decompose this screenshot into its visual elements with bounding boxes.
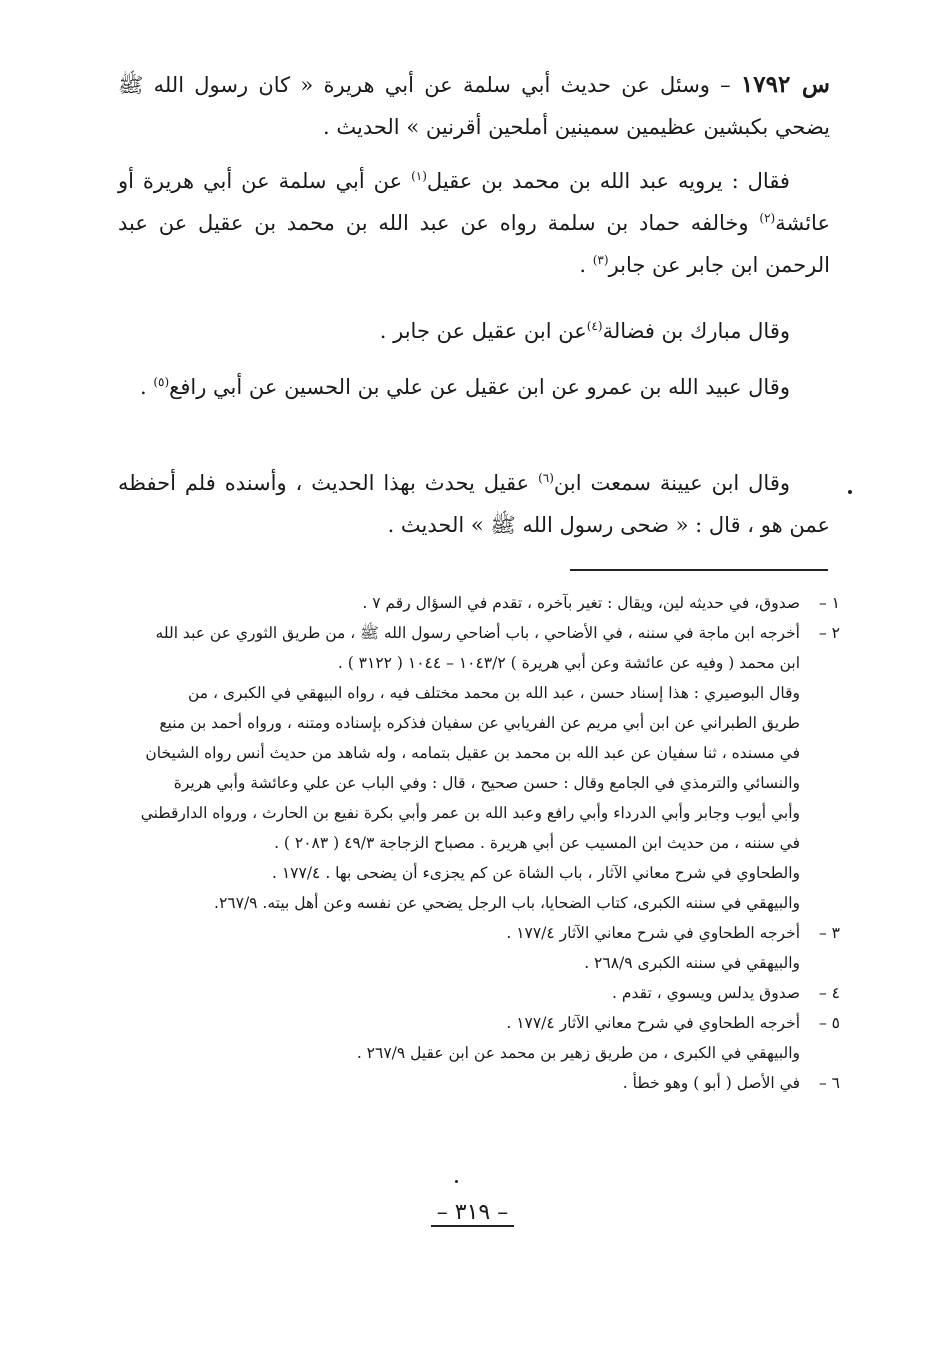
answer-text: . [139, 375, 154, 399]
footnote-ref: (٤) [586, 319, 603, 333]
footnote-line: والبيهقي في الكبرى ، من طريق زهير بن محمد عن ابن عقيل ٢٦٧/٩ . [356, 1044, 800, 1062]
footnote-2 [128, 618, 840, 918]
page-number-text: – ٣١٩ – [431, 1200, 514, 1227]
answer-text: وخالفه حماد بن سلمة رواه عن عبد الله بن محمد بن عقيل عن عبد الرحمن ابن جابر عن جابر [118, 211, 830, 277]
footnote-line: وقال البوصيري : هذا إسناد حسن ، عبد الله بن محمد مختلف فيه ، رواه البيهقي في الكبرى ، من [187, 684, 800, 702]
answer-text: وقال ابن عيينة سمعت ابن [553, 471, 790, 495]
footnote-line: صدوق، في حديثه لين، ويقال : تغير بآخره ، تقدم في السؤال رقم ٧ . [362, 594, 800, 612]
page-number [0, 1200, 945, 1225]
footnote-number: ٢ – [818, 624, 840, 642]
answer-text: عن ابن عقيل عن جابر . [379, 319, 587, 343]
footnote-line: في سننه ، من حديث ابن المسيب عن أبي هريرة . مصباح الزجاجة ٤٩/٣ ( ٢٠٨٣ ) . [274, 834, 800, 852]
footnote-line: وأبي أيوب وجابر وأبي الدرداء وأبي رافع وعبد الله بن عمر وأبي بكرة نفيع بن الحارث ، ورواه الدارقطني [140, 804, 800, 822]
footnote-3 [128, 918, 840, 978]
answer-paragraph-3 [118, 366, 830, 408]
footnote-4 [128, 978, 840, 1008]
footnote-line: والبيهقي في سننه الكبرى، كتاب الضحايا، باب الرجل يضحي عن نفسه وعن أهل بيته. ٢٦٧/٩. [214, 894, 800, 912]
answer-text: عقيل يحدث بهذا الحديث ، وأسنده فلم أحفظه عمن هو ، قال : « ضحى رسول الله ﷺ » الحديث . [118, 471, 830, 537]
margin-dot [848, 490, 852, 494]
footnote-text [128, 618, 800, 918]
answer-paragraph-2 [118, 310, 830, 352]
footnotes [128, 588, 840, 1098]
footnote-number: ٦ – [818, 1074, 840, 1092]
footnote-1 [128, 588, 840, 618]
footnote-text [128, 918, 800, 978]
answer-text: عن أبي سلمة عن أبي هريرة أو عائشة [118, 169, 830, 235]
footnote-number: ٣ – [818, 924, 840, 942]
footnote-text [128, 1008, 800, 1068]
answer-text: فقال : يرويه عبد الله بن محمد بن عقيل [426, 169, 790, 193]
question-paragraph [118, 64, 830, 148]
footnote-5 [128, 1008, 840, 1068]
answer-text: . [579, 253, 593, 277]
footnote-6 [128, 1068, 840, 1098]
footnote-line: في الأصل ( أبو ) وهو خطأ . [622, 1074, 800, 1092]
answer-paragraph-1 [118, 160, 830, 286]
footnote-ref: (٥) [153, 375, 170, 389]
footnote-line: والطحاوي في شرح معاني الآثار ، باب الشاة عن كم يجزىء أن يضحى بها . ١٧٧/٤ . [272, 864, 800, 882]
footnote-ref: (٢) [759, 211, 776, 225]
footnote-ref: (٣) [592, 253, 609, 267]
footnote-number: ١ – [818, 594, 840, 612]
footnote-ref: (٦) [538, 471, 554, 485]
footnote-line: أخرجه الطحاوي في شرح معاني الآثار ١٧٧/٤ . [506, 1014, 800, 1032]
answer-text: وقال عبيد الله بن عمرو عن ابن عقيل عن علي بن الحسين عن أبي رافع [169, 375, 790, 399]
footnote-line: والنسائي والترمذي في الجامع وقال : حسن صحيح ، قال : وفي الباب عن علي وعائشة وأبي هريرة [173, 774, 800, 792]
question-number: س ١٧٩٢ [740, 71, 830, 98]
footnote-text [128, 1068, 800, 1098]
footnote-line: والبيهقي في سننه الكبرى ٢٦٨/٩ . [584, 954, 800, 972]
footnote-text [128, 978, 800, 1008]
footnote-text [128, 588, 800, 618]
footnote-number: ٥ – [818, 1014, 840, 1032]
footnote-number: ٤ – [818, 984, 840, 1002]
footnote-ref: (١) [411, 169, 427, 183]
answer-text: وقال مبارك بن فضالة [602, 319, 790, 343]
footnote-line: أخرجه ابن ماجة في سننه ، في الأضاحي ، باب أضاحي رسول الله ﷺ ، من طريق الثوري عن عبد الله [155, 624, 800, 642]
footnote-line: طريق الطبراني عن ابن أبي مريم عن الفريابي عن سفيان فذكره بإسناده ومتنه ، ورواه أحمد بن منيع [159, 714, 800, 732]
footnote-line: ابن محمد ( وفيه عن عائشة وعن أبي هريرة ) ١٠٤٣/٢ – ١٠٤٤ ( ٣١٢٢ ) . [337, 654, 800, 672]
question-text: – وسئل عن حديث أبي سلمة عن أبي هريرة « كان رسول الله ﷺ يضحي بكبشين عظيمين سمينين أملحين أقرنين » الحديث . [118, 73, 830, 139]
margin-dot [455, 1180, 458, 1183]
footnote-line: في مسنده ، ثنا سفيان عن عبد الله بن محمد بن عقيل بتمامه ، وله شاهد من حديث أنس رواه الشيخان [145, 744, 800, 762]
footnote-line: أخرجه الطحاوي في شرح معاني الآثار ١٧٧/٤ . [506, 924, 800, 942]
footnote-line: صدوق يدلس ويسوي ، تقدم . [612, 984, 800, 1002]
answer-paragraph-4 [118, 462, 830, 546]
footnote-divider [570, 569, 828, 571]
